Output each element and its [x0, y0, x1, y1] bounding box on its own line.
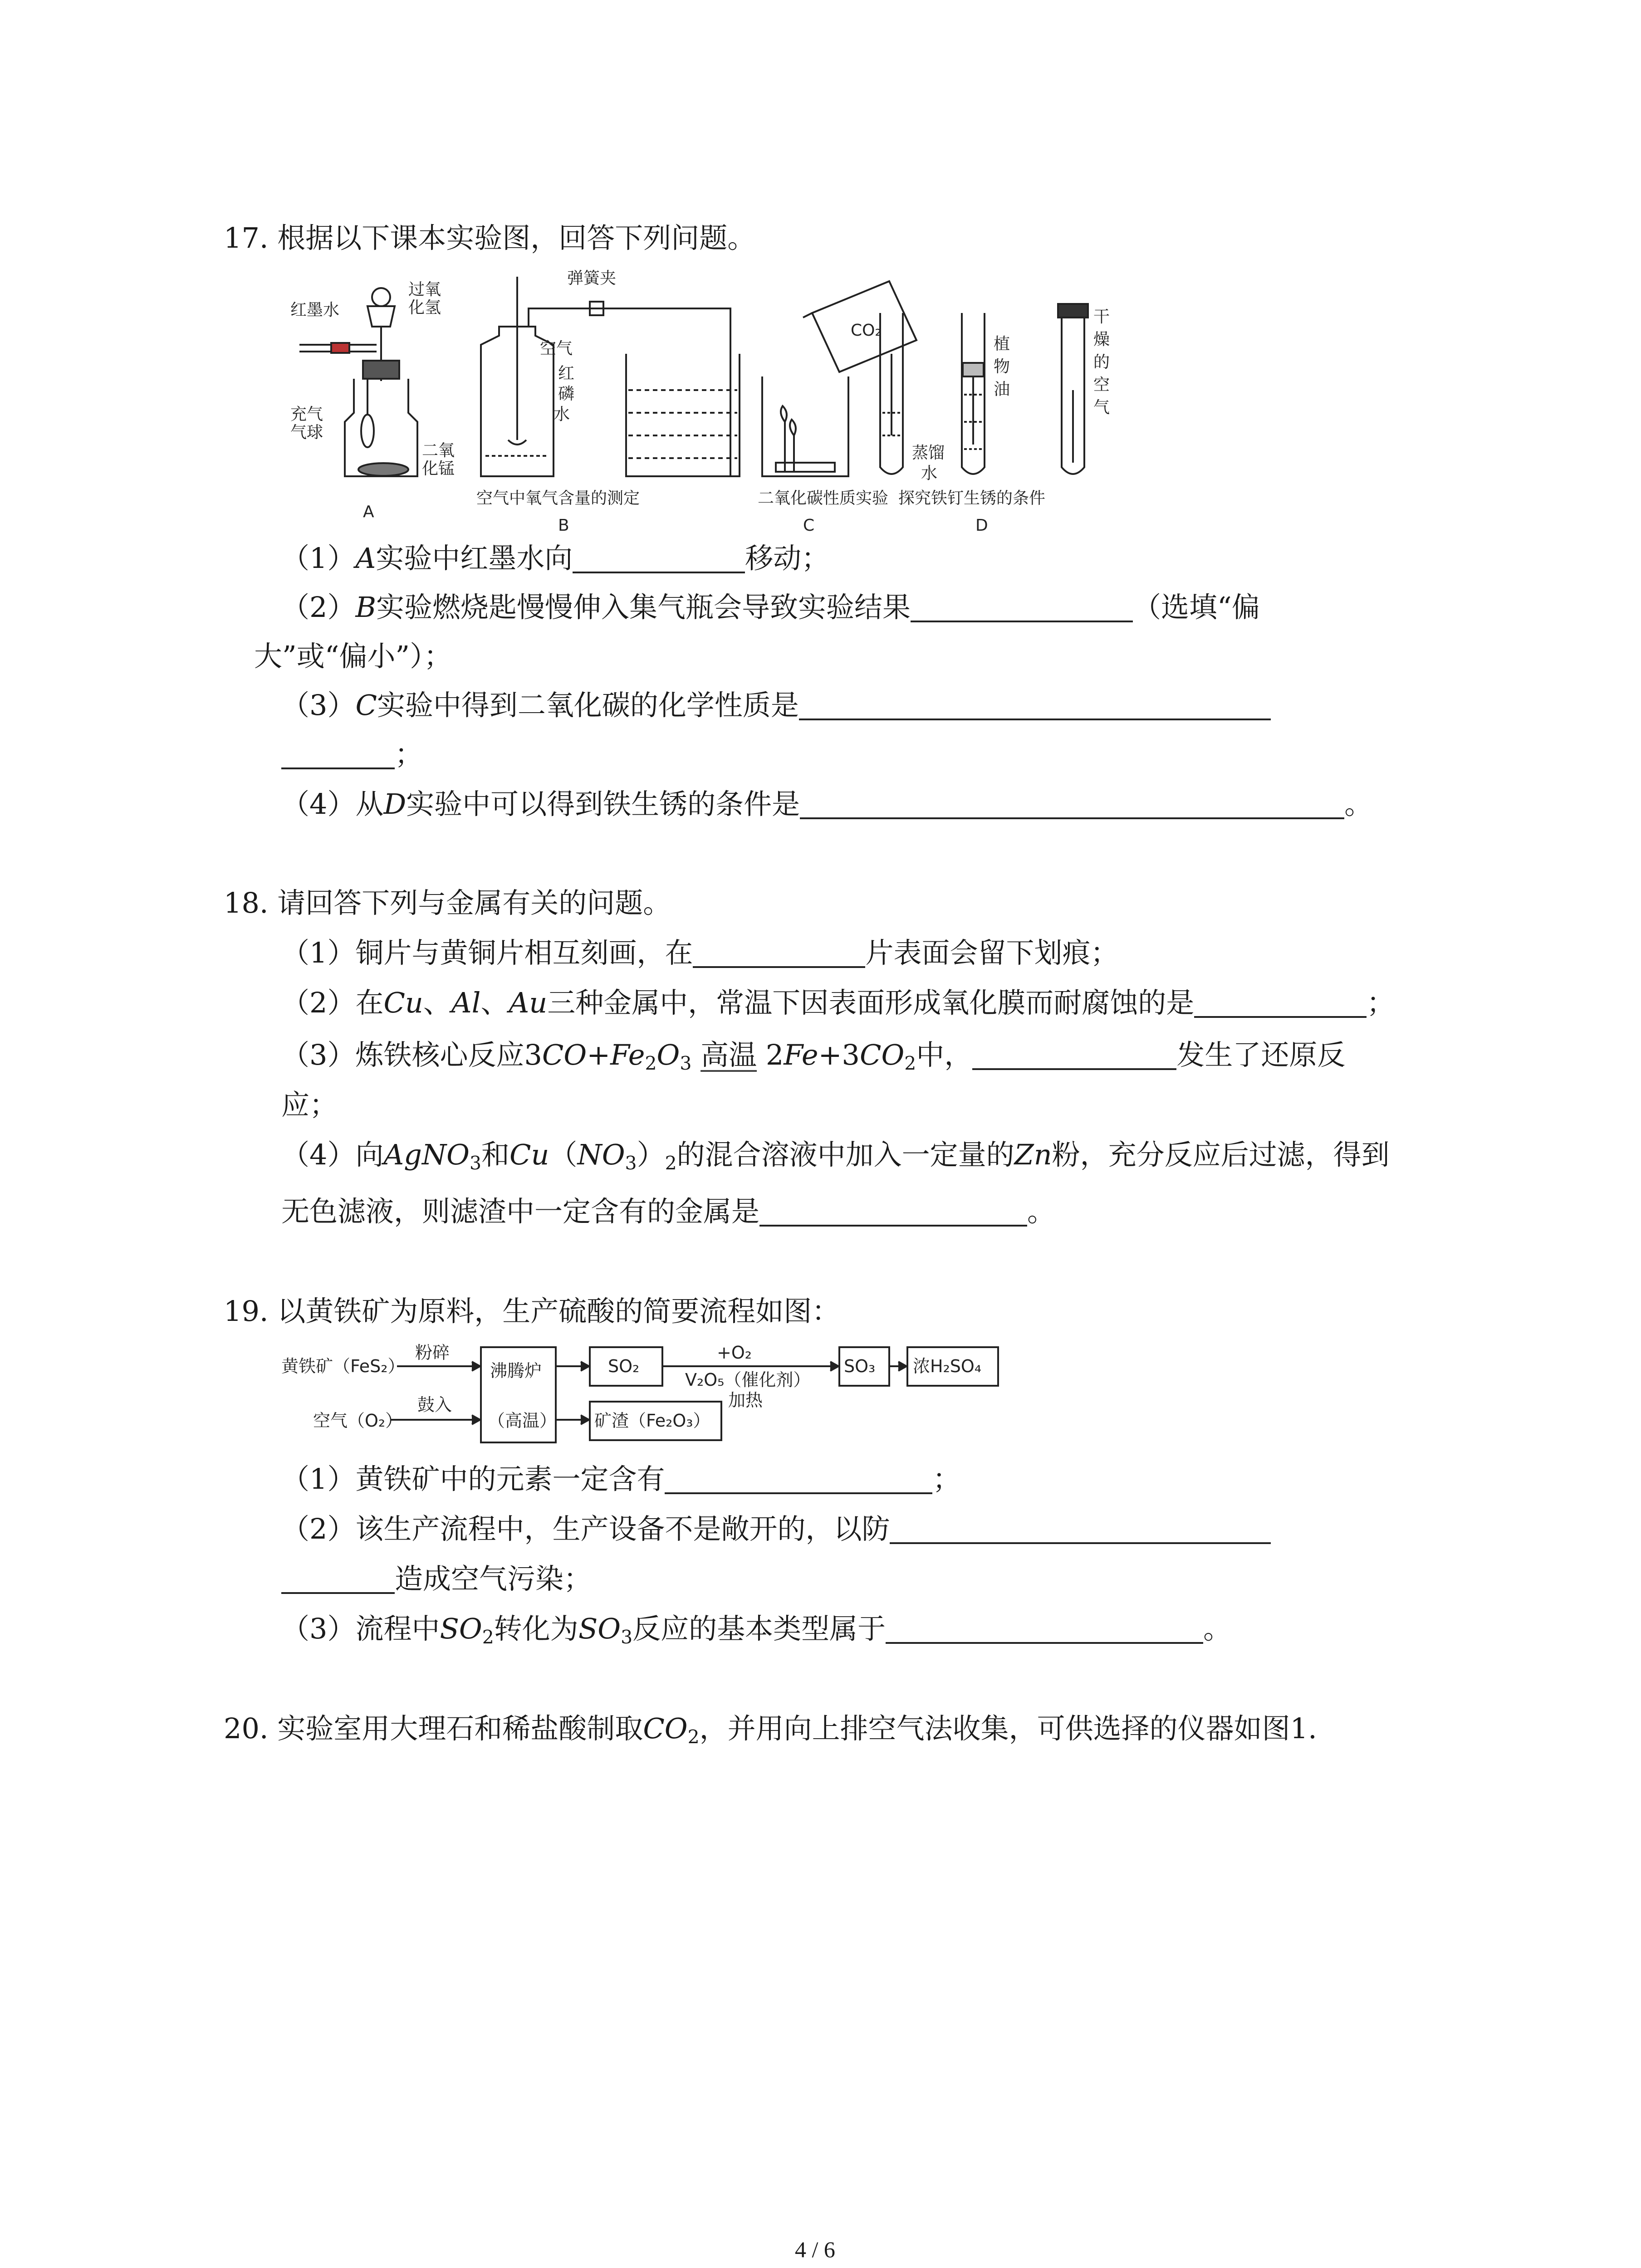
label-dry-1: 干 [1093, 308, 1110, 326]
flow-furnace-1: 沸腾炉 [490, 1361, 542, 1381]
flow-cond-heat: 加热 [728, 1390, 763, 1410]
label-b: B [558, 516, 569, 535]
q19-part1: （1）黄铁矿中的元素一定含有 ； [281, 1462, 961, 1496]
q17-part2-cont: 大”或“偏小”）； [254, 640, 452, 673]
label-h2o2-1: 过氧 [408, 280, 441, 299]
answer-blank[interactable] [573, 567, 745, 573]
label-dry-5: 气 [1093, 398, 1110, 417]
q17-part3: （3）C实验中得到二氧化碳的化学性质是 [281, 691, 1271, 720]
q19-flowchart [281, 1334, 1007, 1452]
flow-furnace-2: （高温） [488, 1411, 557, 1431]
q17-part2: （2）B实验燃烧匙慢慢伸入集气瓶会导致实验结果 （选填“偏 [281, 591, 1260, 624]
figure-c-apparatus [762, 281, 916, 476]
answer-blank[interactable] [799, 714, 1271, 720]
page-number: 4 / 6 [795, 2237, 835, 2262]
q17-part3-cont: ； [281, 740, 423, 769]
q20-stem: 20. 实验室用大理石和稀盐酸制取$CO_2$，并用向上排空气法收集，可供选择的仪器如图1. [224, 1712, 1317, 1748]
q17-stem: 17. 根据以下课本实验图，回答下列问题。 [224, 221, 756, 254]
label-c: C [803, 516, 815, 535]
q17-part1: （1）A实验中红墨水向 移动； [281, 542, 830, 575]
answer-blank[interactable] [972, 1064, 1176, 1070]
label-co2: CO₂ [851, 321, 882, 340]
flow-so3: SO₃ [844, 1356, 876, 1376]
label-ink: 红墨水 [290, 301, 340, 319]
caption-d: 探究铁钉生锈的条件 [898, 489, 1046, 508]
label-p2: 磷 [558, 385, 575, 403]
flow-so2: SO₂ [608, 1356, 640, 1376]
q18-part3: （3）炼铁核心反应$3CO+Fe_2O_3$ 高温 $2Fe+3CO_2$中， 发生了还原反 [281, 1038, 1346, 1075]
label-h2o2-2: 化氢 [408, 298, 441, 317]
caption-b: 空气中氧气含量的测定 [476, 489, 640, 508]
label-a: A [363, 503, 374, 521]
label-clamp: 弹簧夹 [567, 269, 617, 288]
answer-blank[interactable] [886, 1637, 1203, 1644]
label-oil-3: 油 [994, 380, 1010, 399]
figure-b-apparatus [481, 277, 740, 476]
q18-part4: （4）向AgNO$_3$和$Cu(NO_3)_2$的混合溶液中加入一定量的Zn粉，充分反应后过滤，得到 [281, 1138, 1390, 1174]
label-oil-1: 植 [994, 335, 1010, 353]
label-p1: 红 [558, 364, 575, 383]
caption-c: 二氧化碳性质实验 [758, 489, 889, 508]
answer-blank[interactable] [759, 1220, 1027, 1227]
q18-part4-cont: 无色滤液，则滤渣中一定含有的金属是 。 [281, 1195, 1056, 1228]
answer-blank[interactable] [281, 1588, 395, 1594]
label-oil-2: 物 [994, 357, 1010, 376]
answer-blank[interactable] [281, 763, 395, 769]
label-mno2-2: 化锰 [422, 459, 455, 478]
figure-c-labels [758, 321, 888, 535]
q18-part3-cont: 应； [281, 1088, 338, 1121]
answer-blank[interactable] [800, 813, 1344, 819]
answer-blank[interactable] [890, 1538, 1271, 1544]
flow-input-pyrite: 黄铁矿（FeS₂） [281, 1356, 405, 1376]
figure-d-labels [898, 308, 1110, 535]
label-water-2: 水 [921, 464, 938, 483]
label-d: D [975, 516, 988, 535]
label-balloon-2: 气球 [290, 423, 323, 442]
label-dry-4: 空 [1093, 376, 1110, 394]
q17-figure [281, 263, 1152, 535]
q19-part2-cont: 造成空气污染； [281, 1565, 592, 1594]
label-air: 空气 [540, 339, 573, 358]
q17-part4: （4）从D实验中可以得到铁生锈的条件是 。 [281, 787, 1373, 821]
reaction-condition: 高温 [700, 1038, 757, 1071]
label-mno2-1: 二氧 [422, 441, 455, 460]
label-water: 水 [554, 405, 570, 424]
flow-op-blow: 鼓入 [417, 1395, 452, 1415]
label-balloon-1: 充气 [290, 405, 323, 424]
q19-stem: 19. 以黄铁矿为原料，生产硫酸的简要流程如图： [224, 1295, 840, 1328]
label-dry-2: 燥 [1093, 330, 1110, 349]
flow-op-crush: 粉碎 [415, 1343, 450, 1363]
q18-part1: （1）铜片与黄铜片相互刻画，在 片表面会留下划痕； [281, 936, 1119, 969]
answer-blank[interactable] [911, 616, 1133, 622]
q19-part3: （3）流程中$SO_2$转化为$SO_3$反应的基本类型属于 。 [281, 1612, 1232, 1648]
answer-blank[interactable] [1194, 1012, 1367, 1018]
q18-part2: （2）在Cu、Al、Au三种金属中，常温下因表面形成氧化膜而耐腐蚀的是 ； [281, 986, 1395, 1019]
answer-blank[interactable] [693, 962, 865, 968]
q18-stem: 18. 请回答下列与金属有关的问题。 [224, 886, 671, 919]
label-dry-3: 的 [1093, 353, 1110, 371]
flow-cond-o2: +O₂ [717, 1343, 752, 1363]
figure-a-labels [290, 280, 455, 521]
q19-part2: （2）该生产流程中，生产设备不是敞开的，以防 [281, 1515, 1271, 1544]
answer-blank[interactable] [665, 1488, 932, 1494]
flow-acid: 浓H₂SO₄ [913, 1356, 982, 1376]
label-water-1: 蒸馏 [912, 444, 945, 462]
flow-input-air: 空气（O₂） [313, 1411, 403, 1431]
flow-cond-catalyst: V₂O₅（催化剂） [685, 1370, 811, 1390]
flow-slag: 矿渣（Fe₂O₃） [594, 1411, 710, 1431]
